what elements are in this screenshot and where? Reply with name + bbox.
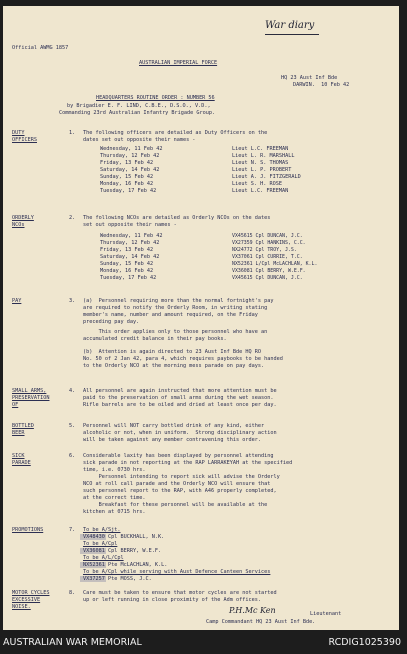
bottled-beer-text: Personnel will NOT carry bottled drink of any kind, either (83, 423, 265, 429)
signoff-title: Camp Commandant HQ 23 Aust Inf Bde. (206, 619, 316, 625)
handwritten-note: War diary (265, 20, 315, 31)
force-title: AUSTRALIAN IMPERIAL FORCE (139, 60, 218, 66)
pay-text: member's name, number and amount required, on the Friday (83, 312, 258, 318)
section-number: 8. (69, 590, 76, 596)
section-label: BEER (12, 430, 25, 436)
section-intro: dates set out opposite their names - (83, 137, 196, 143)
promotion-heading: To be A/Cpl while serving with Aust Defence Canteen Services (83, 569, 271, 575)
section-label: PROMOTIONS (12, 527, 44, 533)
duty-officer: Lieut L. P. PROBERT (232, 167, 292, 173)
promotion-heading: To be A/Sjt. (83, 527, 121, 533)
section-intro: The following officers are detailed as Duty Officers on the (83, 130, 268, 136)
duty-officer: Lieut A. J. FITZGERALD (232, 174, 301, 180)
sick-parade-text: time, i.e. 0730 hrs. (83, 467, 146, 473)
orderly-nco: NX24772 Cpl TROY, J.S. (232, 247, 297, 253)
orderly-date: Tuesday, 17 Feb 42 (100, 275, 157, 281)
section-label: NOISE. (12, 604, 31, 610)
promotion-entry: VX37257 Pte MOSS, J.C. (83, 576, 152, 582)
duty-date: Saturday, 14 Feb 42 (100, 167, 160, 173)
section-label: PARADE (12, 460, 31, 466)
archive-name: AUSTRALIAN WAR MEMORIAL (3, 637, 142, 648)
orderly-date: Sunday, 15 Feb 42 (100, 261, 154, 267)
order-title: HEADQUARTERS ROUTINE ORDER : NUMBER 56 (96, 95, 215, 101)
section-intro: The following NCOs are detailed as Orderly NCOs on the dates (83, 215, 271, 221)
sick-parade-text: Considerable laxity has been displayed by personnel attending (83, 453, 274, 459)
section-number: 3. (69, 298, 76, 304)
pay-text: No. 50 of 2 Jan 42, para 4, which requires paybooks to be handed (83, 356, 283, 362)
promotion-entry: VX48430 Cpl BUCKHALL, N.K. (83, 534, 165, 540)
archive-id: RCDIG1025390 (328, 637, 401, 648)
section-label: SMALL ARMS, (12, 388, 47, 394)
promotion-heading: To be A/L/Cpl (83, 555, 124, 561)
duty-date: Monday, 16 Feb 42 (100, 181, 154, 187)
promotion-entry: VX36081 Cpl BERRY, W.E.F. (83, 548, 162, 554)
sick-parade-text: sick parade in not reporting at the RAP LARRAKEYAH at the specified (83, 460, 293, 466)
orderly-date: Monday, 16 Feb 42 (100, 268, 154, 274)
section-label: EXCESSIVE (12, 597, 41, 603)
section-label: SICK (12, 453, 25, 459)
pay-text: (b) Attention is again directed to 23 Aust Inf Bde HQ RO (83, 349, 262, 355)
section-label: DUTY (12, 130, 25, 136)
section-label: PAY (12, 298, 22, 304)
official-reference: Official AWMG 1857 (12, 45, 69, 51)
order-by-line: by Brigadier E. F. LIND, C.B.E., D.S.O., V.D., (67, 103, 211, 109)
duty-officer: Lieut N. S. THOMAS (232, 160, 289, 166)
promotion-entry: NX52361 Pte McLACHLAN, K.L. (83, 562, 168, 568)
section-number: 6. (69, 453, 76, 459)
section-number: 1. (69, 130, 76, 136)
duty-date: Sunday, 15 Feb 42 (100, 174, 154, 180)
orderly-date: Friday, 13 Feb 42 (100, 247, 154, 253)
order-command-line: Commanding 23rd Australian Infantry Brigade Group. (59, 110, 216, 116)
orderly-nco: VX36081 Cpl BERRY, W.E.F. (232, 268, 306, 274)
hq-line-2: DARWIN. 10 Feb 42 (293, 82, 350, 88)
sick-parade-text: NCO at roll call parade and the Orderly NCO will ensure that (83, 481, 271, 487)
section-label: ORDERLY (12, 215, 34, 221)
section-label: PRESERVATION (12, 395, 50, 401)
small-arms-text: Rifle barrels are to be oiled and dried at least once per day. (83, 402, 277, 408)
document-page (3, 6, 399, 630)
pay-text: This order applies only to those personnel who have an (83, 329, 268, 335)
motor-cycles-text: up or left running in close proximity of the Adm offices. (83, 597, 262, 603)
sick-parade-text: at the correct time. (83, 495, 146, 501)
duty-officer: Lieut L.C. FREEMAN (232, 188, 289, 194)
orderly-nco: NX52361 L/Cpl McLACHLAN, K.L. (232, 261, 318, 267)
small-arms-text: paid to the preservation of small arms during the wet season. (83, 395, 274, 401)
section-label: NCOs (12, 222, 25, 228)
duty-officer: Lieut S. H. ROSE (232, 181, 282, 187)
sick-parade-text: such personnel report to the RAP, with A46 properly completed, (83, 488, 277, 494)
pay-text: to the Orderly NCO at the morning mess parade on pay days. (83, 363, 265, 369)
signature: P.H.Mc Ken (229, 606, 276, 615)
duty-date: Wednesday, 11 Feb 42 (100, 146, 163, 152)
orderly-nco: VX45615 Cpl DUNCAN, J.C. (232, 275, 303, 281)
promotion-heading: To be A/Cpl (83, 541, 118, 547)
orderly-nco: VX27359 Cpl HANKINS, C.C. (232, 240, 306, 246)
duty-date: Thursday, 12 Feb 42 (100, 153, 160, 159)
duty-date: Tuesday, 17 Feb 42 (100, 188, 157, 194)
signoff-rank: Lieutenant (310, 611, 342, 617)
sick-parade-text: kitchen at 0715 hrs. (83, 509, 146, 515)
duty-date: Friday, 13 Feb 42 (100, 160, 154, 166)
motor-cycles-text: Care must be taken to ensure that motor cycles are not started (83, 590, 277, 596)
orderly-date: Saturday, 14 Feb 42 (100, 254, 160, 260)
archive-footer (0, 634, 407, 654)
orderly-date: Thursday, 12 Feb 42 (100, 240, 160, 246)
section-label: BOTTLED (12, 423, 34, 429)
section-intro: set out opposite their names - (83, 222, 177, 228)
sick-parade-text: Breakfast for these personnel will be available at the (83, 502, 268, 508)
duty-officer: Lieut L. R. MARSHALL (232, 153, 295, 159)
section-number: 2. (69, 215, 76, 221)
orderly-nco: VX37061 Cpl CURRIE, T.C. (232, 254, 303, 260)
bottled-beer-text: alcoholic or not, when in uniform. Strong disciplinary action (83, 430, 277, 436)
handwritten-underline (265, 34, 319, 35)
orderly-date: Wednesday, 11 Feb 42 (100, 233, 163, 239)
pay-text: (a) Personnel requiring more than the normal fortnight's pay (83, 298, 274, 304)
section-label: OF (12, 402, 19, 408)
pay-text: accumulated credit balance in their pay books. (83, 336, 227, 342)
section-number: 5. (69, 423, 76, 429)
small-arms-text: All personnel are again instructed that more attention must be (83, 388, 277, 394)
sick-parade-text: Personnel intending to report sick will advise the Orderly (83, 474, 280, 480)
section-label: OFFICERS (12, 137, 37, 143)
section-number: 7. (69, 527, 76, 533)
section-label: MOTOR CYCLES (12, 590, 50, 596)
pay-text: preceding pay day. (83, 319, 140, 325)
orderly-nco: VX45615 Cpl DUNCAN, J.C. (232, 233, 303, 239)
pay-text: are required to notify the Orderly Room, in writing stating (83, 305, 268, 311)
bottled-beer-text: will be taken against any member contravening this order. (83, 437, 262, 443)
section-number: 4. (69, 388, 76, 394)
hq-line-1: HQ 23 Aust Inf Bde (281, 75, 338, 81)
duty-officer: Lieut L.C. FREEMAN (232, 146, 289, 152)
